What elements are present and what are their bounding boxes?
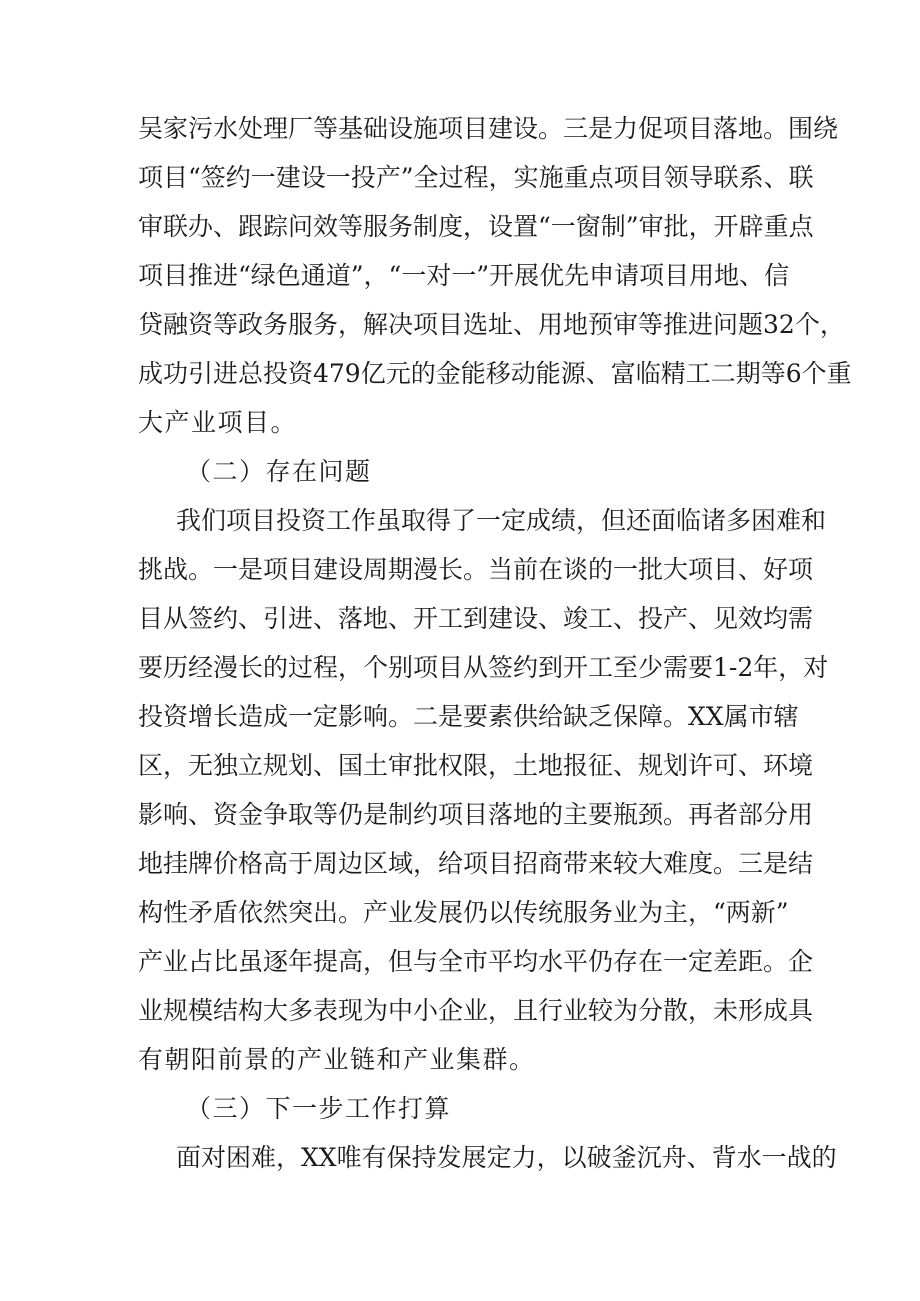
paragraph-line: 项目推进“绿色通道”，“一对一”开展优先申请项目用地、信 xyxy=(138,261,790,290)
paragraph-line: 构性矛盾依然突出。产业发展仍以传统服务业为主，“两新” xyxy=(138,898,789,927)
paragraph-line: 成功引进总投资479亿元的金能移动能源、富临精工二期等6个重 xyxy=(138,359,852,388)
section-heading: （二）存在问题 xyxy=(186,457,372,486)
section-heading: （三）下一步工作打算 xyxy=(186,1094,452,1123)
paragraph-line: 项目“签约一建设一投产”全过程，实施重点项目领导联系、联 xyxy=(138,163,814,192)
paragraph-line: 大产业项目。 xyxy=(138,408,298,437)
paragraph-line: 业规模结构大多表现为中小企业，且行业较为分散，未形成具 xyxy=(138,996,814,1025)
paragraph-line: 影响、资金争取等仍是制约项目落地的主要瓶颈。再者部分用 xyxy=(138,800,814,829)
paragraph-line: 有朝阳前景的产业链和产业集群。 xyxy=(138,1045,536,1074)
paragraph-line: 目从签约、引进、落地、开工到建设、竣工、投产、见效均需 xyxy=(138,604,814,633)
paragraph-line: 要历经漫长的过程，个别项目从签约到开工至少需要1-2年，对 xyxy=(138,653,829,682)
paragraph-line: 我们项目投资工作虽取得了一定成绩，但还面临诸多困难和 xyxy=(176,506,827,535)
paragraph-line: 面对困难，XX唯有保持发展定力，以破釜沉舟、背水一战的 xyxy=(176,1143,837,1172)
paragraph-line: 地挂牌价格高于周边区域，给项目招商带来较大难度。三是结 xyxy=(138,849,814,878)
paragraph-line: 审联办、跟踪问效等服务制度，设置“一窗制”审批，开辟重点 xyxy=(138,212,814,241)
paragraph-line: 挑战。一是项目建设周期漫长。当前在谈的一批大项目、好项 xyxy=(138,555,814,584)
paragraph-line: 区，无独立规划、国土审批权限，土地报征、规划许可、环境 xyxy=(138,751,814,780)
paragraph-line: 吴家污水处理厂等基础设施项目建设。三是力促项目落地。围绕 xyxy=(138,114,839,143)
paragraph-line: 产业占比虽逐年提高，但与全市平均水平仍存在一定差距。企 xyxy=(138,947,814,976)
paragraph-line: 投资增长造成一定影响。二是要素供给缺乏保障。XX属市辖 xyxy=(138,702,799,731)
paragraph-line: 贷融资等政务服务，解决项目选址、用地预审等推进问题32个， xyxy=(138,310,845,339)
